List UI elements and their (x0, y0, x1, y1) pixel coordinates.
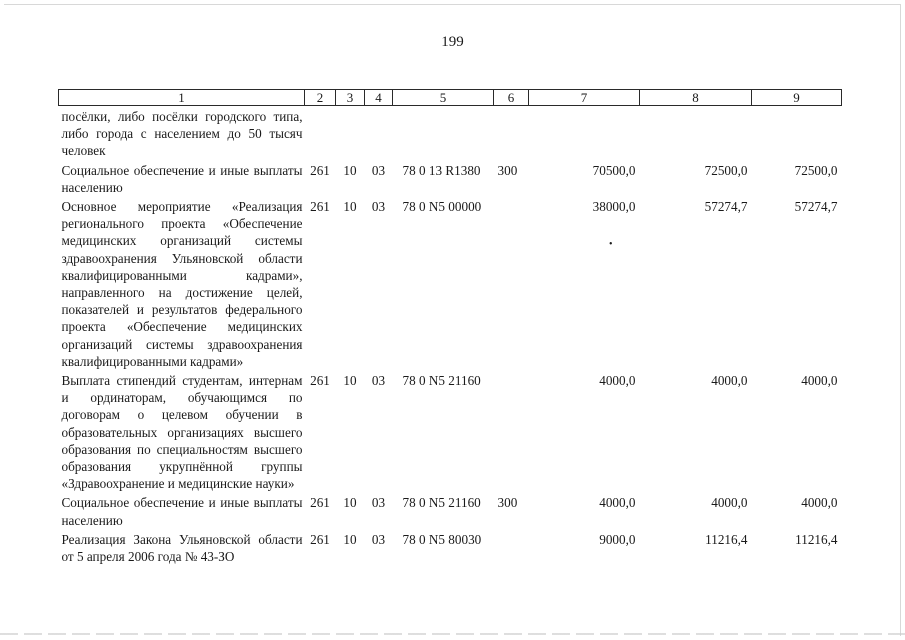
cell-col-2 (305, 106, 336, 160)
header-col-9: 9 (752, 90, 842, 106)
cell-col-6 (494, 196, 529, 370)
cell-col-8: 72500,0 (704, 162, 748, 178)
cell-col-6 (494, 106, 529, 160)
cell-col-9: 4000,0 (801, 495, 838, 511)
scan-speck: • (609, 239, 613, 250)
cell-col-6 (494, 370, 529, 492)
cell-col-3 (336, 106, 365, 160)
column-number-row (59, 90, 842, 106)
cell-col-5 (393, 106, 494, 160)
row-name: Социальное обеспечение и иные выплаты населению (61, 162, 303, 195)
cell-col-4: 03 (371, 531, 386, 547)
row-name: посёлки, либо посёлки городского типа, либо города с населением до 50 тысяч человек (61, 109, 303, 159)
budget-table (58, 89, 842, 565)
table-row (59, 196, 842, 370)
cell-col-6: 300 (497, 495, 518, 511)
cell-col-4: 03 (371, 162, 386, 178)
cell-col-4: 03 (371, 373, 386, 389)
cell-col-8: 4000,0 (711, 495, 748, 511)
cell-col-7: 9000,0 (599, 531, 636, 547)
cell-col-7 (529, 106, 640, 160)
row-name: Реализация Закона Ульяновской области от 5 апреля 2006 года № 43-ЗО (61, 531, 303, 565)
header-col-4: 4 (365, 90, 393, 106)
cell-col-3: 10 (343, 373, 357, 389)
table-row (59, 370, 842, 492)
cell-col-3: 10 (343, 495, 357, 511)
cell-col-7: 4000,0 (599, 373, 636, 389)
row-name: Выплата стипендий студентам, интернам и ординаторам, обучающимся по договорам о целевом обучении в образовательных организациях высшего образования по специальностям высшего образования укрупнённой группы «Здравоохранение и медицинские науки» (61, 373, 303, 492)
page-number: 199 (441, 34, 464, 50)
header-col-1: 1 (59, 90, 305, 106)
cell-col-8: 11216,4 (705, 531, 748, 547)
cell-col-3: 10 (343, 531, 357, 547)
cell-col-5: 78 0 N5 21160 (402, 373, 481, 389)
page-border-right (900, 4, 901, 636)
row-name: Социальное обеспечение и иные выплаты населению (61, 495, 303, 528)
header-col-7: 7 (529, 90, 640, 106)
cell-col-2: 261 (310, 495, 330, 511)
header-col-3: 3 (336, 90, 365, 106)
cell-col-9 (752, 106, 842, 160)
header-col-5: 5 (393, 90, 494, 106)
cell-col-4: 03 (371, 199, 386, 215)
cell-col-5: 78 0 N5 00000 (402, 199, 482, 215)
cell-col-6 (494, 529, 529, 565)
table-row (59, 160, 842, 196)
header-col-2: 2 (305, 90, 336, 106)
cell-col-9: 11216,4 (795, 531, 838, 547)
cell-col-4: 03 (371, 495, 386, 511)
cell-col-5: 78 0 N5 80030 (402, 531, 482, 547)
cell-col-4 (365, 106, 393, 160)
cell-col-5: 78 0 13 R1380 (402, 162, 481, 178)
cell-col-7: 38000,0 (592, 199, 636, 215)
cell-col-3: 10 (343, 162, 357, 178)
cell-col-2: 261 (310, 199, 330, 215)
cell-col-7: 4000,0 (599, 495, 636, 511)
table-row (59, 106, 842, 160)
table-row (59, 529, 842, 565)
row-name: Основное мероприятие «Реализация регионального проекта «Обеспечение медицинских организаций системы здравоохранения Ульяновской области квалифицированными кадрами», направленного на достижение целей, показателей и результатов федерального проекта «Обеспечение медицинских организаций системы здравоохранения квалифицированными кадрами» (61, 199, 303, 369)
cell-col-7: 70500,0 (592, 162, 636, 178)
cell-col-8: 57274,7 (704, 199, 748, 215)
cell-col-9: 72500,0 (794, 162, 838, 178)
cell-col-3: 10 (343, 199, 357, 215)
cell-col-5: 78 0 N5 21160 (402, 495, 481, 511)
cell-col-6: 300 (497, 162, 518, 178)
header-col-8: 8 (640, 90, 752, 106)
header-col-6: 6 (494, 90, 529, 106)
page-border-bottom (0, 633, 905, 635)
cell-col-8 (640, 106, 752, 160)
cell-col-9: 57274,7 (794, 199, 838, 215)
cell-col-2: 261 (310, 162, 330, 178)
cell-col-9: 4000,0 (801, 373, 838, 389)
cell-col-2: 261 (310, 373, 330, 389)
table-row (59, 492, 842, 528)
cell-col-8: 4000,0 (711, 373, 748, 389)
cell-col-2: 261 (310, 531, 330, 547)
page-border-top (4, 4, 901, 5)
